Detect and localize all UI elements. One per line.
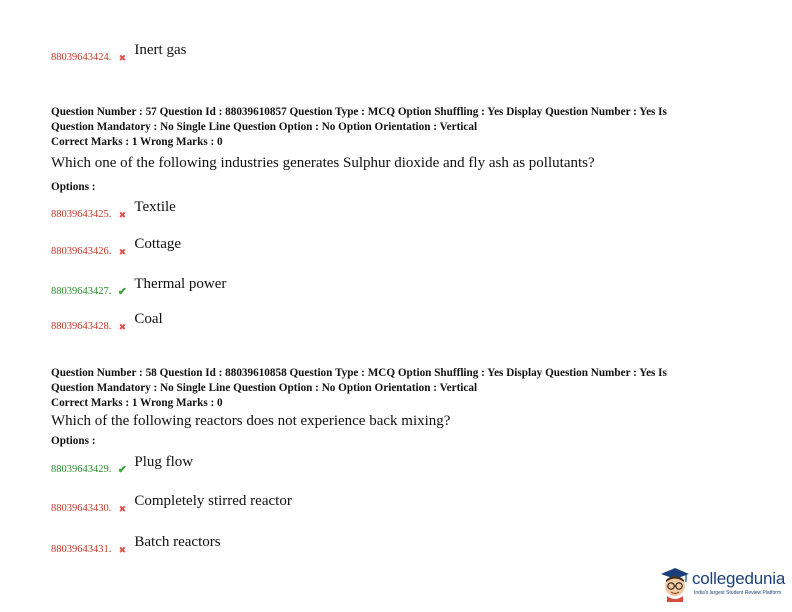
option-text: Thermal power (134, 276, 227, 292)
check-icon: ✔ (117, 464, 127, 476)
question-marks: Correct Marks : 1 Wrong Marks : 0 (51, 136, 223, 148)
logo-wordmark: collegedunia (692, 569, 786, 588)
mascot-icon (660, 566, 690, 602)
option-id: 88039643426. (51, 246, 112, 257)
question-meta-line: Question Number : 58 Question Id : 88039610858 Question Type : MCQ Option Shuffling : Yes Display Question Number : Yes Is (51, 367, 667, 379)
question-meta-line: Question Number : 57 Question Id : 88039610857 Question Type : MCQ Option Shuffling : Yes Display Question Number : Yes Is (51, 106, 667, 118)
question-meta-line: Question Mandatory : No Single Line Question Option : No Option Orientation : Vertical (51, 121, 478, 133)
question-text: Which one of the following industries generates Sulphur dioxide and fly ash as pollutants? (51, 155, 595, 171)
cross-icon: ✖ (118, 322, 127, 332)
option-row (51, 493, 292, 515)
cross-icon: ✖ (118, 53, 127, 63)
option-text: Coal (134, 311, 163, 327)
option-row (51, 276, 227, 298)
option-id: 88039643429. (51, 464, 112, 475)
option-row (51, 236, 182, 258)
option-id: 88039643430. (51, 503, 112, 514)
option-id: 88039643425. (51, 209, 112, 220)
option-row (51, 42, 187, 64)
cross-icon: ✖ (118, 545, 127, 555)
option-id: 88039643424. (51, 52, 112, 63)
question-meta-line: Question Mandatory : No Single Line Question Option : No Option Orientation : Vertical (51, 382, 478, 394)
question-text: Which of the following reactors does not experience back mixing? (51, 413, 451, 429)
option-text: Plug flow (134, 454, 194, 470)
option-row (51, 199, 176, 221)
option-text: Inert gas (134, 42, 187, 58)
option-id: 88039643428. (51, 321, 112, 332)
option-id: 88039643431. (51, 544, 112, 555)
cross-icon: ✖ (118, 210, 127, 220)
option-row (51, 454, 194, 476)
option-text: Textile (134, 199, 176, 215)
option-text: Completely stirred reactor (134, 493, 292, 509)
option-text: Cottage (134, 236, 182, 252)
options-label: Options : (51, 181, 96, 193)
option-text: Batch reactors (134, 534, 221, 550)
logo-tagline: India's largest Student Review Platform (694, 590, 782, 596)
check-icon: ✔ (117, 286, 127, 298)
collegedunia-logo (660, 566, 788, 606)
cross-icon: ✖ (118, 504, 127, 514)
options-label: Options : (51, 435, 96, 447)
option-row (51, 311, 163, 333)
option-id: 88039643427. (51, 286, 112, 297)
question-meta (51, 105, 751, 150)
option-row (51, 534, 221, 556)
question-marks: Correct Marks : 1 Wrong Marks : 0 (51, 397, 223, 409)
question-meta (51, 366, 751, 411)
cross-icon: ✖ (118, 247, 127, 257)
